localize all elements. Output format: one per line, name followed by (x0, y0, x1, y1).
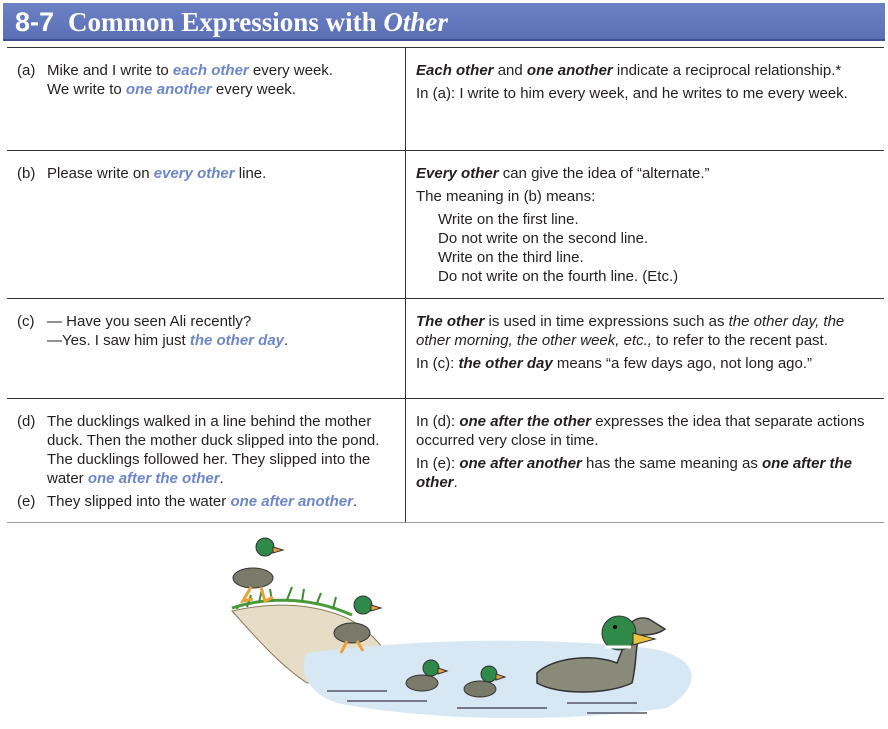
text: In (d): (416, 413, 460, 430)
text: —Yes. I saw him just (47, 332, 190, 349)
text: line. (234, 165, 267, 182)
bold-term: one after another (459, 455, 582, 472)
highlight-text: one another (125, 81, 212, 98)
text: indicate a reciprocal relationship.* (612, 62, 842, 79)
explanation-cell (406, 151, 884, 298)
text: Please write on (47, 165, 154, 182)
text: expresses the idea that separate actions occurred very close in time. (416, 413, 865, 449)
text: means “a few days ago, not long ago.” (552, 355, 813, 372)
explanation-cell (406, 399, 884, 522)
explanation-paragraph (416, 312, 874, 350)
text: is used in time expressions such as (484, 313, 729, 330)
section-header (3, 3, 885, 41)
bold-term: Every other (416, 165, 499, 182)
table-row (7, 48, 884, 151)
section-title: Common Expressions with (68, 7, 377, 37)
text: every week. (211, 81, 296, 98)
text: to refer to the recent past. (651, 332, 828, 349)
list-item: Do not write on the fourth line. (Etc.) (438, 268, 679, 285)
section-title-italic: Other (383, 7, 448, 37)
example-label: (a) (17, 62, 36, 79)
italic-text: the other day, the other morning, the other week, etc., (416, 313, 845, 349)
text: . (284, 332, 289, 349)
explanation-paragraph (416, 164, 874, 183)
example-cell (7, 48, 406, 150)
table-row (7, 299, 884, 399)
bold-term: one after the other (416, 455, 853, 491)
text: . (453, 474, 458, 491)
explanation-cell (406, 48, 884, 150)
example-cell (7, 151, 406, 298)
highlight-text: one after the other (87, 470, 220, 487)
list-item: Write on the third line. (438, 249, 584, 266)
example-label: (d) (17, 413, 36, 430)
highlight-text: every other (153, 165, 235, 182)
ducks-image (7, 523, 884, 728)
expressions-table (7, 47, 884, 523)
example-text (47, 312, 397, 350)
table-row (7, 399, 884, 523)
line-list (416, 210, 874, 286)
list-item: Do not write on the second line. (438, 230, 649, 247)
text: . (219, 470, 224, 487)
text: In (e): (416, 455, 460, 472)
example-label: (c) (17, 313, 35, 330)
text: They slipped into the water (47, 493, 231, 510)
text: and (493, 62, 527, 79)
text: every week. (248, 62, 333, 79)
text: — Have you seen Ali recently? (47, 313, 252, 330)
section-number: 8-7 (15, 7, 55, 37)
text: can give the idea of “alternate.” (498, 165, 710, 182)
ducks-illustration (7, 522, 884, 727)
example-label: (b) (17, 165, 36, 182)
text: . (352, 493, 358, 510)
highlight-text: one after another (230, 493, 353, 510)
explanation-paragraph: The meaning in (b) means: (416, 188, 596, 205)
text: We write to (47, 81, 126, 98)
text: The ducklings walked in a line behind the mother duck. Then the mother duck slipped into the pond. The ducklings followed her. They slipped into the water (47, 413, 380, 487)
text: In (c): (416, 355, 459, 372)
example-b (17, 164, 397, 183)
explanation-paragraph (416, 61, 874, 80)
example-d (17, 412, 397, 488)
bold-term: one another (526, 62, 613, 79)
explanation-paragraph (416, 354, 874, 373)
example-text (47, 61, 397, 99)
example-label: (e) (17, 493, 36, 510)
explanation-paragraph: In (a): I write to him every week, and he writes to me every week. (416, 85, 848, 102)
explanation-cell (406, 299, 884, 398)
bold-term: The other (416, 313, 485, 330)
bold-term: the other day (458, 355, 553, 372)
explanation-paragraph (416, 412, 874, 450)
example-c (17, 312, 397, 350)
text: has the same meaning as (581, 455, 762, 472)
text: Mike and I write to (47, 62, 173, 79)
list-item: Write on the first line. (438, 211, 579, 228)
example-text (47, 164, 397, 183)
example-text (47, 492, 397, 511)
bold-term: Each other (416, 62, 494, 79)
example-cell (7, 299, 406, 398)
highlight-text: the other day (189, 332, 285, 349)
example-text (47, 412, 397, 488)
example-cell (7, 399, 406, 522)
example-e (17, 492, 397, 511)
highlight-text: each other (172, 62, 249, 79)
bold-term: one after the other (459, 413, 592, 430)
example-a (17, 61, 397, 99)
explanation-paragraph (416, 454, 874, 492)
table-row (7, 151, 884, 299)
